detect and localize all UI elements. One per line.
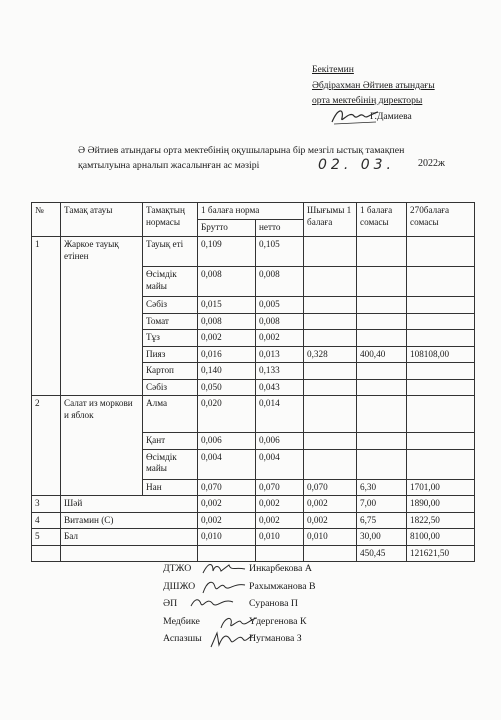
cell-cost-1: 30,00 — [357, 529, 407, 546]
cell-cost-270: 8100,00 — [407, 529, 475, 546]
handwritten-date: 02. 03. — [318, 157, 395, 173]
cell-gross: 0,020 — [198, 396, 256, 433]
signature-name: Инкарбекова А — [249, 563, 312, 574]
approval-position: орта мектебінің директоры — [312, 95, 423, 106]
cell-ingredient: Өсімдік майы — [143, 267, 198, 297]
cell-cost-1 — [357, 297, 407, 314]
header-norm: Тамақтың нормасы — [143, 203, 198, 237]
cell-gross: 0,008 — [198, 267, 256, 297]
cell-cost-1 — [357, 363, 407, 380]
cell-output — [304, 545, 357, 562]
signature-name: Үдергенова К — [249, 615, 307, 627]
cell-ingredient: Өсімдік майы — [143, 449, 198, 479]
cell-gross: 0,008 — [198, 313, 256, 330]
header-net: нетто — [256, 220, 304, 237]
cell-cost-270 — [407, 330, 475, 347]
cell-gross: 0,140 — [198, 363, 256, 380]
cell-net: 0,005 — [256, 297, 304, 314]
approval-heading: Бекітемин — [312, 64, 354, 75]
cell-output — [304, 267, 357, 297]
cell-cost-1: 6,30 — [357, 479, 407, 496]
cell-gross: 0,050 — [198, 379, 256, 396]
cell-net: 0,002 — [256, 512, 304, 529]
date-year: 2022ж — [418, 158, 445, 169]
cell-cost-1: 450,45 — [357, 545, 407, 562]
cell-gross: 0,002 — [198, 330, 256, 347]
cell-gross: 0,109 — [198, 237, 256, 267]
header-output: Шығымы 1 балаға — [304, 203, 357, 237]
cell-dish: Салат из моркови и яблок — [61, 396, 143, 496]
cell-output: 0,002 — [304, 496, 357, 513]
cell-output — [304, 379, 357, 396]
table-header-row — [32, 203, 475, 220]
cell-ingredient: Қант — [143, 433, 198, 450]
cell-no: 1 — [32, 237, 61, 396]
cell-gross: 0,004 — [198, 449, 256, 479]
table-row — [32, 529, 475, 546]
header-dish: Тамақ атауы — [61, 203, 143, 237]
cell-ingredient: Тұз — [143, 330, 198, 347]
cell-ingredient: Сәбіз — [143, 297, 198, 314]
cell-dish — [61, 545, 198, 562]
header-cost270: 270балаға сомасы — [407, 203, 475, 237]
approval-signer: Г.Дамиева — [370, 110, 412, 122]
header-gross: Брутто — [198, 220, 256, 237]
cell-net: 0,133 — [256, 363, 304, 380]
cell-cost-270 — [407, 433, 475, 450]
cell-net: 0,002 — [256, 330, 304, 347]
cell-cost-270 — [407, 363, 475, 380]
cell-ingredient: Алма — [143, 396, 198, 433]
cell-no — [32, 545, 61, 562]
cell-dish: Шәй — [61, 496, 198, 513]
cell-cost-270 — [407, 449, 475, 479]
signature-role: ДШЖО — [163, 580, 196, 592]
cell-cost-270 — [407, 379, 475, 396]
approval-school: Әбдірахман Әйтиев атындағы — [312, 79, 435, 91]
cell-cost-270 — [407, 297, 475, 314]
cell-cost-1 — [357, 237, 407, 267]
title-line-2: қамтылуына арналып жасалынған ас мәзірі — [78, 160, 260, 171]
signature-name: Рахымжанова В — [249, 580, 316, 592]
table-row — [32, 545, 475, 562]
cell-cost-270: 1822,50 — [407, 512, 475, 529]
cell-gross: 0,006 — [198, 433, 256, 450]
cell-cost-1 — [357, 449, 407, 479]
header-no: № — [32, 203, 61, 237]
cell-net: 0,006 — [256, 433, 304, 450]
signature-name: Нугманова З — [249, 633, 302, 644]
cell-cost-1: 7,00 — [357, 496, 407, 513]
cell-output: 0,070 — [304, 479, 357, 496]
cell-net: 0,043 — [256, 379, 304, 396]
cell-net: 0,008 — [256, 313, 304, 330]
cell-no: 4 — [32, 512, 61, 529]
cell-output — [304, 449, 357, 479]
cell-ingredient: Нан — [143, 479, 198, 496]
header-per-child: 1 балаға норма — [198, 203, 304, 220]
cell-ingredient: Сәбіз — [143, 379, 198, 396]
cell-cost-1 — [357, 396, 407, 433]
cell-cost-1: 6,75 — [357, 512, 407, 529]
cell-net: 0,013 — [256, 346, 304, 363]
cell-output: 0,002 — [304, 512, 357, 529]
cell-gross: 0,002 — [198, 496, 256, 513]
cell-ingredient: Картоп — [143, 363, 198, 380]
cell-cost-1: 400,40 — [357, 346, 407, 363]
cell-output — [304, 363, 357, 380]
cell-cost-1 — [357, 267, 407, 297]
cell-cost-270 — [407, 267, 475, 297]
cell-output: 0,328 — [304, 346, 357, 363]
cell-output — [304, 396, 357, 433]
cell-no: 2 — [32, 396, 61, 496]
director-signature-icon — [330, 104, 382, 128]
cell-dish: Бал — [61, 529, 198, 546]
cell-net: 0,008 — [256, 267, 304, 297]
cell-net: 0,004 — [256, 449, 304, 479]
cell-output — [304, 237, 357, 267]
cell-cost-1 — [357, 330, 407, 347]
cell-gross: 0,015 — [198, 297, 256, 314]
cell-cost-270 — [407, 313, 475, 330]
cell-cost-1 — [357, 433, 407, 450]
menu-table — [31, 202, 475, 562]
cell-no: 3 — [32, 496, 61, 513]
cell-cost-270: 121621,50 — [407, 545, 475, 562]
cell-ingredient: Тауық еті — [143, 237, 198, 267]
cell-net: 0,014 — [256, 396, 304, 433]
cell-gross: 0,070 — [198, 479, 256, 496]
table-row — [32, 237, 475, 267]
cell-dish: Витамин (С) — [61, 512, 198, 529]
signature-role: ӘП — [163, 598, 178, 609]
cell-gross: 0,010 — [198, 529, 256, 546]
title-line-1: Ә Әйтиев атындағы орта мектебінің оқушыларына бір мезгіл ыстық тамақпен — [78, 145, 405, 156]
cell-ingredient: Томат — [143, 313, 198, 330]
cell-dish: Жаркое тауық етінен — [61, 237, 143, 396]
signature-name: Суранова П — [249, 598, 298, 609]
cell-gross: 0,002 — [198, 512, 256, 529]
cell-cost-1 — [357, 313, 407, 330]
cell-net: 0,010 — [256, 529, 304, 546]
cell-ingredient: Пияз — [143, 346, 198, 363]
cell-cost-270: 1701,00 — [407, 479, 475, 496]
cell-net: 0,105 — [256, 237, 304, 267]
header-cost1: 1 балаға сомасы — [357, 203, 407, 237]
table-row — [32, 512, 475, 529]
cell-cost-270: 1890,00 — [407, 496, 475, 513]
cell-cost-270: 108108,00 — [407, 346, 475, 363]
cell-net: 0,002 — [256, 496, 304, 513]
cell-output — [304, 433, 357, 450]
cell-cost-1 — [357, 379, 407, 396]
cell-output: 0,010 — [304, 529, 357, 546]
cell-output — [304, 297, 357, 314]
cell-net: 0,070 — [256, 479, 304, 496]
cell-cost-270 — [407, 396, 475, 433]
table-row — [32, 496, 475, 513]
cell-gross: 0,016 — [198, 346, 256, 363]
table-row — [32, 396, 475, 433]
cell-output — [304, 313, 357, 330]
signature-role: Медбике — [163, 615, 200, 627]
cell-cost-270 — [407, 237, 475, 267]
cell-net — [256, 545, 304, 562]
signature-role: Аспазшы — [163, 633, 202, 644]
cell-output — [304, 330, 357, 347]
cell-no: 5 — [32, 529, 61, 546]
signature-role: ДТЖО — [163, 563, 192, 574]
